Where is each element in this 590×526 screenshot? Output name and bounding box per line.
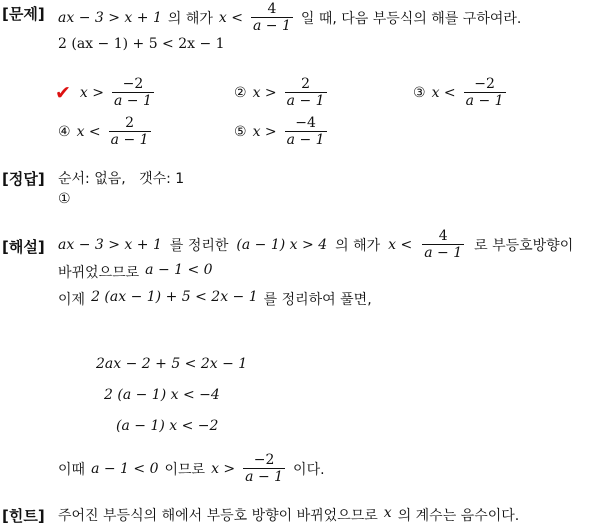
- choice-2-fraction: $\frac{2}{a - 1}$: [286, 76, 325, 109]
- solution-line-3: [58, 289, 372, 309]
- choice-4-fraction: $\frac{2}{a - 1}$: [110, 115, 149, 148]
- solution-fraction-2: $\frac{-2}{a - 1}$: [245, 452, 284, 485]
- choice-4-ineq: x <: [76, 123, 101, 140]
- problem-fraction: $\frac{4}{a - 1}$: [252, 1, 291, 34]
- choice-1-fraction: $\frac{-2}{a - 1}$: [114, 76, 152, 109]
- problem-tag: [문제]: [2, 5, 45, 23]
- solution-step-2: 2 (a − 1) x < −4: [104, 387, 220, 403]
- solution-step-3: (a − 1) x < −2: [116, 418, 219, 434]
- choice-4-marker: ④: [58, 123, 71, 140]
- answer-value: ①: [58, 191, 71, 207]
- solution-ineq-7: x >: [211, 460, 236, 477]
- choice-1[interactable]: [55, 76, 156, 109]
- solution-fraction-1: $\frac{4}{a - 1}$: [424, 228, 463, 261]
- choice-3-ineq: x <: [431, 84, 456, 101]
- solution-ineq-5: 2 (ax − 1) + 5 < 2x − 1: [91, 289, 258, 305]
- choice-2-marker: ②: [234, 84, 247, 101]
- hint-tag: [힌트]: [2, 507, 45, 525]
- solution-ineq-6: a − 1 < 0: [91, 460, 159, 477]
- hint-text-1: 주어진 부등식의 해에서 부등호 방향이 바뀌었으므로: [58, 508, 378, 524]
- solution-line-1: [58, 228, 573, 261]
- problem-text: 의 해가: [167, 10, 213, 27]
- problem-inequality: ax − 3 > x + 1: [58, 9, 162, 26]
- solution-text-6: 를 정리하여 풀면,: [263, 292, 372, 308]
- solution-text-3: 로 부등호방향이: [474, 237, 574, 254]
- choice-5-ineq: x >: [252, 123, 277, 140]
- choice-5[interactable]: [234, 115, 329, 148]
- choice-2[interactable]: [234, 76, 329, 109]
- solution-text-9: 이다.: [293, 461, 325, 478]
- solution-ineq-2: (a − 1) x > 4: [236, 236, 328, 253]
- choice-3-marker: ③: [413, 84, 426, 101]
- solution-ineq-1: ax − 3 > x + 1: [58, 236, 162, 253]
- problem-line-1: [58, 1, 521, 34]
- solution-ineq-3: x <: [388, 236, 413, 253]
- solution-step-1: 2ax − 2 + 5 < 2x − 1: [96, 356, 248, 372]
- answer-tag: [정답]: [2, 170, 45, 188]
- problem-text-end: 일 때, 다음 부등식의 해를 구하여라.: [300, 10, 522, 27]
- solution-line-2: [58, 262, 213, 282]
- hint-text-2: 의 계수는 음수이다.: [397, 508, 520, 524]
- solution-line-4: [58, 452, 325, 485]
- solution-text-7: 이때: [58, 461, 86, 478]
- solution-text-1: 를 정리한: [169, 237, 229, 254]
- choice-2-ineq: x >: [252, 84, 277, 101]
- solution-tag: [해설]: [2, 238, 45, 256]
- choice-5-marker: ⑤: [234, 123, 247, 140]
- solution-text-5: 이제: [58, 292, 86, 308]
- solution-text-8: 이므로: [164, 461, 206, 478]
- check-icon: ✔: [55, 81, 71, 104]
- solution-text-4: 바뀌었으므로: [58, 265, 140, 281]
- choice-3-fraction: $\frac{-2}{a - 1}$: [465, 76, 504, 109]
- choice-1-ineq: x >: [79, 84, 104, 101]
- choice-5-fraction: $\frac{-4}{a - 1}$: [286, 115, 325, 148]
- choice-4[interactable]: [58, 115, 153, 148]
- answer-summary: 순서: 없음, 갯수: 1: [58, 171, 185, 187]
- problem-solution-ineq: x <: [218, 9, 243, 26]
- hint-variable: x: [383, 505, 392, 521]
- solution-ineq-4: a − 1 < 0: [145, 262, 213, 278]
- choice-3[interactable]: [413, 76, 508, 109]
- solution-text-2: 의 해가: [335, 237, 381, 254]
- problem-target-inequality: 2 (ax − 1) + 5 < 2x − 1: [58, 36, 225, 52]
- hint-line: [58, 505, 519, 525]
